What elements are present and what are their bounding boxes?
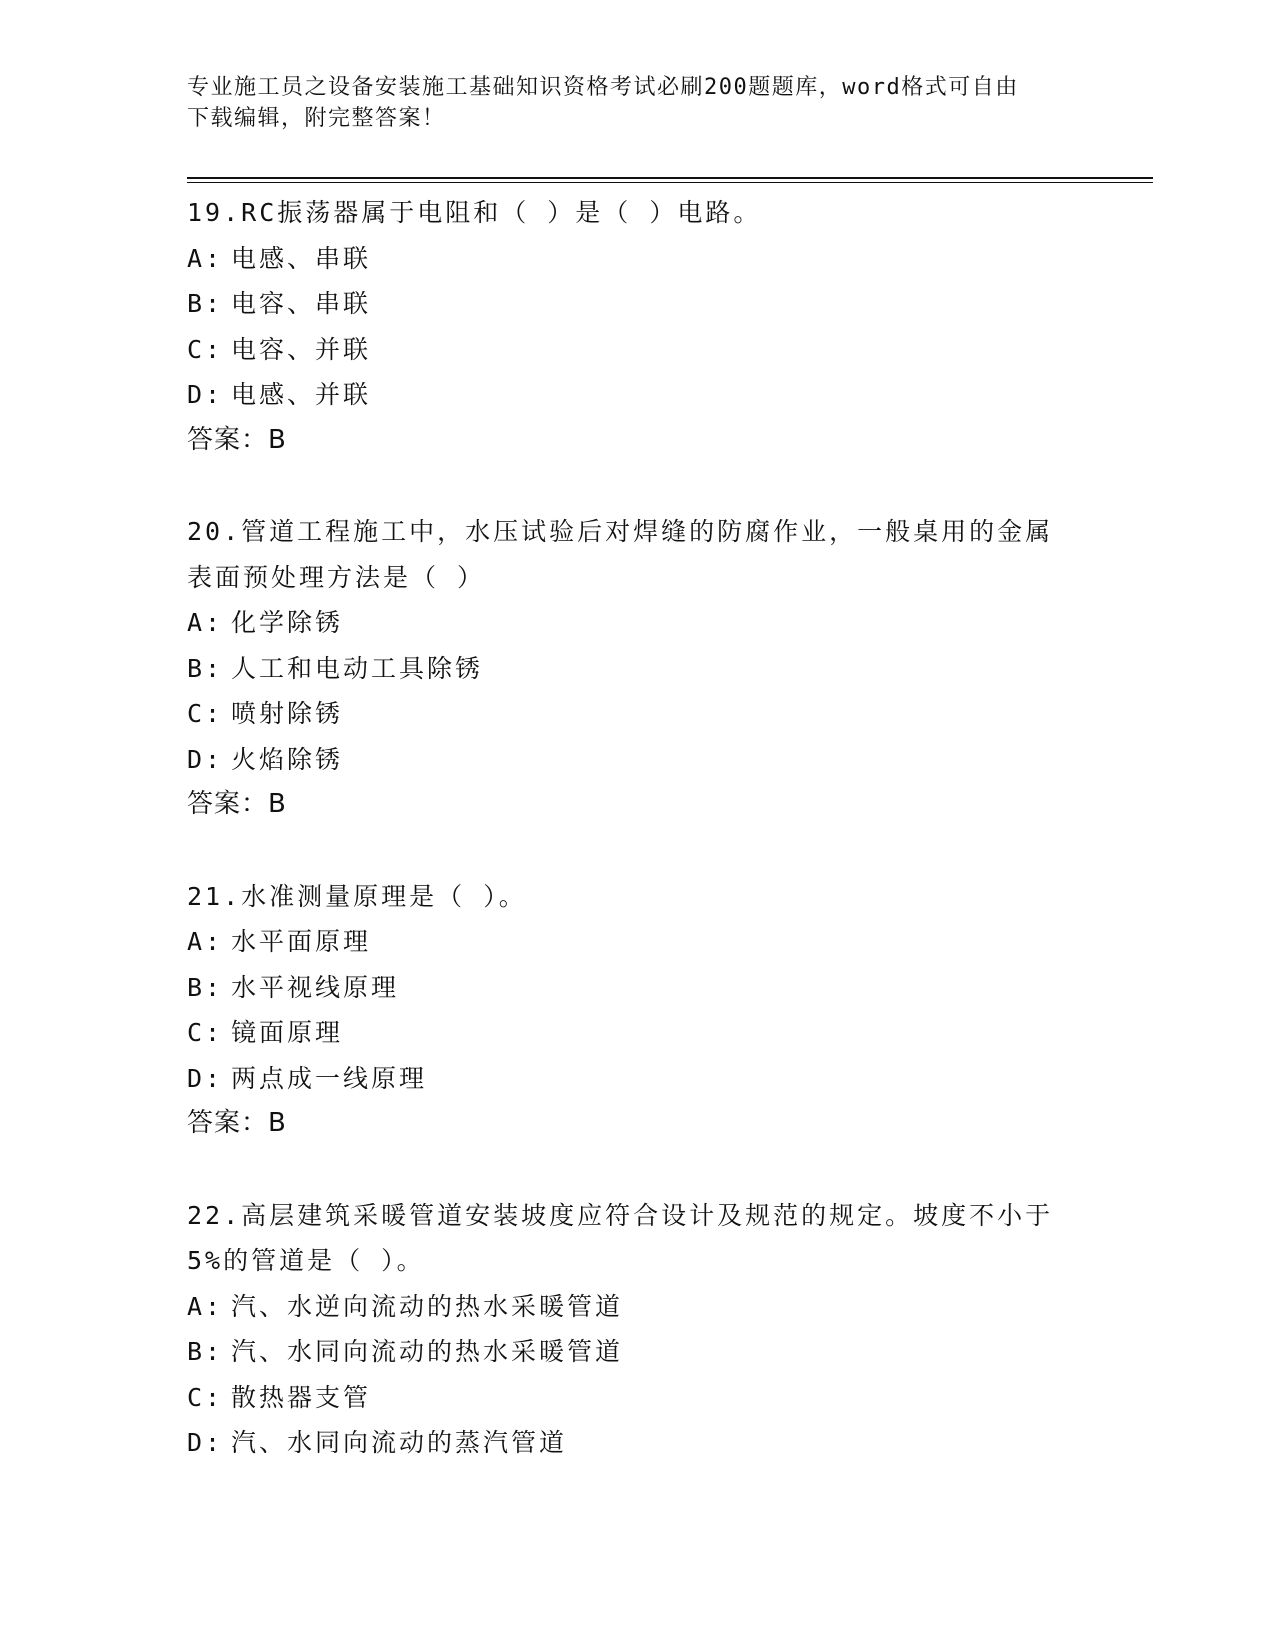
option-letter: C: bbox=[187, 1382, 224, 1412]
option-letter: D: bbox=[187, 1428, 224, 1457]
option-text: 火焰除锈 bbox=[231, 744, 344, 774]
question-text: 22.高层建筑采暖管道安装坡度应符合设计及规范的规定。坡度不小于 bbox=[187, 1200, 1054, 1230]
question-text-continued: 5%的管道是（ ）。 bbox=[187, 1246, 425, 1275]
option-text: 喷射除锈 bbox=[231, 699, 344, 728]
option-c bbox=[187, 691, 1153, 737]
option-text: 电容、并联 bbox=[231, 334, 372, 364]
option-letter: C: bbox=[187, 334, 224, 364]
option-c bbox=[187, 1010, 1153, 1056]
option-a bbox=[187, 1284, 1153, 1330]
option-text: 汽、水同向流动的蒸汽管道 bbox=[231, 1428, 568, 1457]
option-letter: B: bbox=[187, 1337, 224, 1366]
option-text: 水平视线原理 bbox=[231, 972, 400, 1002]
option-letter: D: bbox=[187, 744, 224, 774]
option-b bbox=[187, 965, 1153, 1011]
question-text: 21.水准测量原理是（ ）。 bbox=[187, 881, 527, 911]
option-c bbox=[187, 327, 1153, 373]
question-text: 19.RC振荡器属于电阻和（ ）是（ ）电路。 bbox=[187, 198, 762, 227]
document-header bbox=[187, 72, 1087, 134]
option-a bbox=[187, 919, 1153, 965]
question-spacer bbox=[187, 1147, 1153, 1193]
option-text: 散热器支管 bbox=[231, 1382, 372, 1412]
option-letter: A: bbox=[187, 927, 224, 956]
option-text: 电感、串联 bbox=[231, 243, 372, 273]
option-letter: C: bbox=[187, 699, 224, 728]
header-divider-thick bbox=[187, 177, 1153, 179]
question-21 bbox=[187, 874, 1153, 1147]
option-c bbox=[187, 1375, 1153, 1421]
header-line-2: 下载编辑，附完整答案！ bbox=[187, 106, 446, 131]
option-letter: C: bbox=[187, 1018, 224, 1047]
question-22 bbox=[187, 1193, 1153, 1466]
answer: 答案：B bbox=[187, 789, 287, 819]
option-d bbox=[187, 737, 1153, 783]
option-b bbox=[187, 646, 1153, 692]
option-d bbox=[187, 1420, 1153, 1466]
option-text: 人工和电动工具除锈 bbox=[231, 653, 484, 683]
option-text: 两点成一线原理 bbox=[231, 1063, 428, 1093]
question-19 bbox=[187, 190, 1153, 463]
option-text: 汽、水同向流动的热水采暖管道 bbox=[231, 1337, 624, 1366]
option-text: 电感、并联 bbox=[231, 380, 372, 409]
option-text: 电容、串联 bbox=[231, 289, 372, 318]
question-text: 20.管道工程施工中，水压试验后对焊缝的防腐作业，一般桌用的金属 bbox=[187, 517, 1054, 546]
header-divider-thin bbox=[187, 182, 1153, 183]
question-list bbox=[187, 190, 1153, 1466]
option-letter: D: bbox=[187, 1063, 224, 1093]
option-text: 水平面原理 bbox=[231, 927, 372, 956]
option-b bbox=[187, 1329, 1153, 1375]
option-a bbox=[187, 236, 1153, 282]
option-letter: A: bbox=[187, 243, 224, 273]
option-letter: D: bbox=[187, 380, 224, 409]
option-a bbox=[187, 600, 1153, 646]
question-text-continued: 表面预处理方法是（ ） bbox=[187, 562, 486, 592]
option-d bbox=[187, 372, 1153, 418]
option-d bbox=[187, 1056, 1153, 1102]
option-letter: A: bbox=[187, 1291, 224, 1321]
option-b bbox=[187, 281, 1153, 327]
question-spacer bbox=[187, 463, 1153, 509]
option-text: 化学除锈 bbox=[231, 608, 344, 637]
option-letter: A: bbox=[187, 608, 224, 637]
option-letter: B: bbox=[187, 972, 224, 1002]
answer: 答案：B bbox=[187, 1108, 287, 1138]
option-letter: B: bbox=[187, 289, 224, 318]
option-text: 镜面原理 bbox=[231, 1018, 344, 1047]
answer: 答案：B bbox=[187, 424, 287, 455]
question-20 bbox=[187, 509, 1153, 828]
question-spacer bbox=[187, 828, 1153, 874]
header-line-1: 专业施工员之设备安装施工基础知识资格考试必刷200题题库，word格式可自由 bbox=[187, 75, 1019, 100]
option-text: 汽、水逆向流动的热水采暖管道 bbox=[231, 1291, 624, 1321]
option-letter: B: bbox=[187, 653, 224, 683]
